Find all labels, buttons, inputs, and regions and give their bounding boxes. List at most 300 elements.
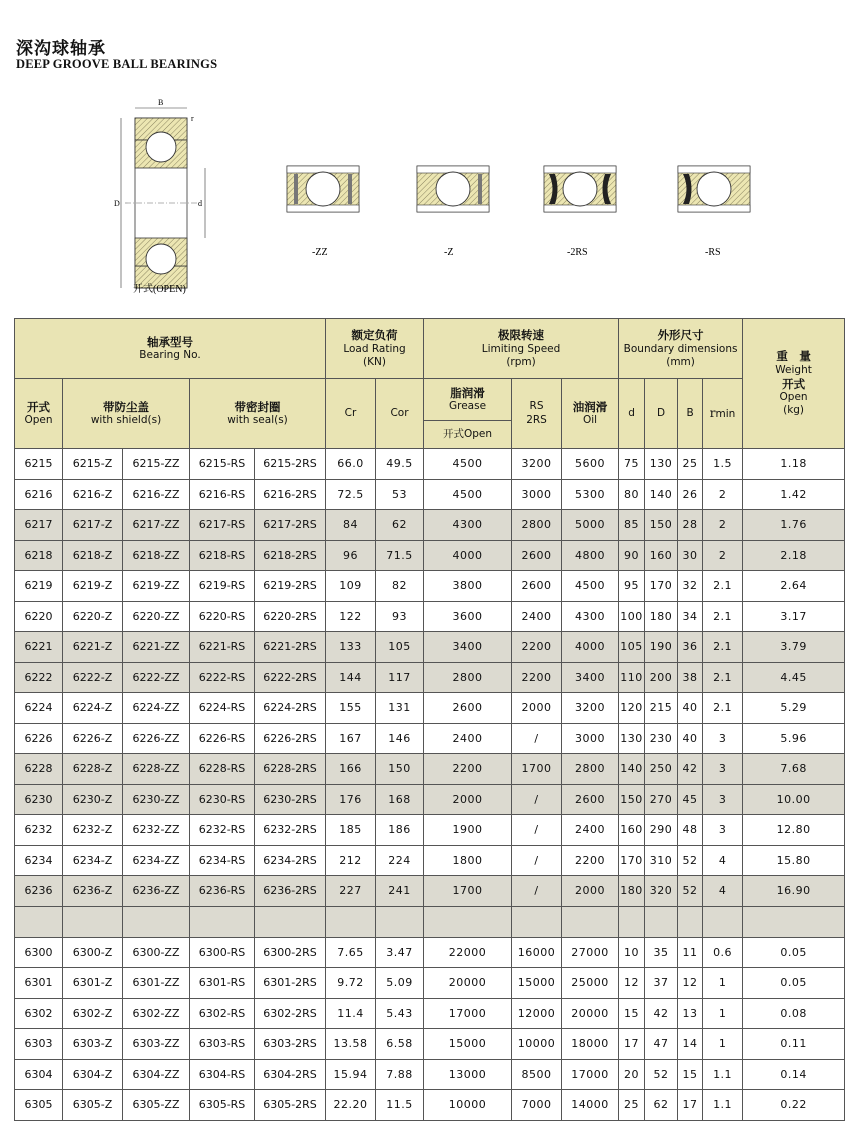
cell-grease-speed: 1800 [424,845,512,876]
cell-D: 170 [645,571,678,602]
cell-rmin: 3 [703,723,743,754]
cell-shield-z: 6234-Z [63,845,123,876]
cell-shield-z: 6224-Z [63,693,123,724]
cell-seal-rs: 6228-RS [190,754,255,785]
cell-B: 38 [678,662,703,693]
cell-seal-2rs: 6219-2RS [255,571,326,602]
cell-cor: 6.58 [376,1029,424,1060]
cell-rs-speed [512,906,562,937]
cell-grease-speed: 10000 [424,1090,512,1121]
cell-d: 180 [619,876,645,907]
cell-rs-speed: 2800 [512,510,562,541]
cell-rs-speed: 1700 [512,754,562,785]
cell-shield-z: 6232-Z [63,815,123,846]
cell-cor [376,906,424,937]
cell-B: 15 [678,1059,703,1090]
cell-seal-rs: 6218-RS [190,540,255,571]
cell-open: 6301 [15,968,63,999]
table-row [15,479,845,510]
cell-seal-rs: 6219-RS [190,571,255,602]
cell-oil-speed: 4300 [562,601,619,632]
cell-grease-speed: 17000 [424,998,512,1029]
cell-cr: 166 [326,754,376,785]
cell-rmin: 1.5 [703,449,743,480]
oil-header: 油润滑 Oil [562,379,619,449]
z-bearing-drawing [417,166,489,212]
cell-grease-speed: 1700 [424,876,512,907]
table-row [15,1090,845,1121]
cell-rs-speed: 7000 [512,1090,562,1121]
cell-D: 190 [645,632,678,663]
table-row [15,693,845,724]
cell-cr: 66.0 [326,449,376,480]
cell-cr: 212 [326,845,376,876]
cell-shield-zz: 6236-ZZ [123,876,190,907]
cell-d [619,906,645,937]
cell-rmin: 2 [703,479,743,510]
cell-shield-zz: 6234-ZZ [123,845,190,876]
cell-oil-speed: 20000 [562,998,619,1029]
cell-oil-speed [562,906,619,937]
cell-rmin: 2.1 [703,601,743,632]
cell-cr: 22.20 [326,1090,376,1121]
table-row [15,601,845,632]
cell-cor: 105 [376,632,424,663]
cell-seal-rs: 6301-RS [190,968,255,999]
cell-rs-speed: 2200 [512,632,562,663]
table-row [15,1059,845,1090]
cell-B: 52 [678,845,703,876]
cell-shield-zz: 6219-ZZ [123,571,190,602]
cell-shield-z: 6302-Z [63,998,123,1029]
cell-weight: 2.64 [743,571,845,602]
cell-D: 180 [645,601,678,632]
cell-open [15,906,63,937]
cell-weight: 10.00 [743,784,845,815]
cell-rs-speed: / [512,845,562,876]
cell-shield-zz: 6302-ZZ [123,998,190,1029]
cell-cr: 11.4 [326,998,376,1029]
cell-seal-rs [190,906,255,937]
cell-B: 28 [678,510,703,541]
cell-D: 160 [645,540,678,571]
table-row [15,845,845,876]
cell-open: 6300 [15,937,63,968]
cell-grease-speed [424,906,512,937]
cell-rs-speed: / [512,876,562,907]
cell-cor: 168 [376,784,424,815]
cell-d: 100 [619,601,645,632]
cell-D: 62 [645,1090,678,1121]
cell-rs-speed: 2000 [512,693,562,724]
cell-grease-speed: 3600 [424,601,512,632]
cell-grease-speed: 3400 [424,632,512,663]
cell-B: 40 [678,723,703,754]
cell-rmin [703,906,743,937]
cell-rmin: 3 [703,784,743,815]
cell-open: 6218 [15,540,63,571]
rs-header: RS 2RS [512,379,562,449]
page-title-cn: 深沟球轴承 [16,39,106,59]
cell-B: 36 [678,632,703,663]
cell-shield-zz: 6224-ZZ [123,693,190,724]
cell-cor: 5.43 [376,998,424,1029]
cell-cor: 82 [376,571,424,602]
cell-B: 14 [678,1029,703,1060]
cell-seal-2rs: 6220-2RS [255,601,326,632]
cell-grease-speed: 4000 [424,540,512,571]
variant-zz-label: -ZZ [312,247,328,258]
table-row [15,662,845,693]
cell-oil-speed: 3400 [562,662,619,693]
cell-seal-2rs: 6226-2RS [255,723,326,754]
cell-rs-speed: 15000 [512,968,562,999]
cell-seal-2rs: 6216-2RS [255,479,326,510]
cell-d: 12 [619,968,645,999]
cell-B: 30 [678,540,703,571]
cell-seal-rs: 6222-RS [190,662,255,693]
table-row [15,571,845,602]
cell-seal-rs: 6224-RS [190,693,255,724]
page-title-en: DEEP GROOVE BALL BEARINGS [16,57,218,71]
cell-grease-speed: 4500 [424,479,512,510]
cell-shield-z: 6228-Z [63,754,123,785]
cell-cor: 117 [376,662,424,693]
cell-oil-speed: 3200 [562,693,619,724]
cell-open: 6234 [15,845,63,876]
cell-open: 6221 [15,632,63,663]
cell-shield-z: 6300-Z [63,937,123,968]
rs-bearing-drawing [678,166,750,212]
cell-weight: 3.17 [743,601,845,632]
cell-D: 37 [645,968,678,999]
cell-cr: 96 [326,540,376,571]
table-body [15,449,845,1121]
table-row [15,876,845,907]
cell-cr: 72.5 [326,479,376,510]
cell-shield-zz: 6221-ZZ [123,632,190,663]
cell-rs-speed: 16000 [512,937,562,968]
cell-cor: 71.5 [376,540,424,571]
rmin-header: rmin [703,379,743,449]
cell-weight: 5.29 [743,693,845,724]
cell-seal-rs: 6215-RS [190,449,255,480]
cell-grease-speed: 4300 [424,510,512,541]
cell-rs-speed: / [512,815,562,846]
cell-seal-rs: 6236-RS [190,876,255,907]
cell-seal-2rs: 6301-2RS [255,968,326,999]
cell-cr: 155 [326,693,376,724]
cell-shield-z: 6301-Z [63,968,123,999]
cell-shield-zz: 6222-ZZ [123,662,190,693]
cell-seal-2rs: 6300-2RS [255,937,326,968]
cell-open: 6224 [15,693,63,724]
cell-rmin: 1.1 [703,1059,743,1090]
cell-rs-speed: 10000 [512,1029,562,1060]
cell-seal-rs: 6230-RS [190,784,255,815]
cor-header: Cor [376,379,424,449]
cell-seal-rs: 6234-RS [190,845,255,876]
cell-weight: 7.68 [743,754,845,785]
cell-B: 26 [678,479,703,510]
cell-d: 25 [619,1090,645,1121]
cell-d: 95 [619,571,645,602]
cell-oil-speed: 5300 [562,479,619,510]
cell-weight: 3.79 [743,632,845,663]
cell-seal-2rs: 6215-2RS [255,449,326,480]
cell-rmin: 0.6 [703,937,743,968]
cell-shield-zz: 6217-ZZ [123,510,190,541]
cell-shield-z: 6219-Z [63,571,123,602]
cell-weight: 0.11 [743,1029,845,1060]
cell-oil-speed: 5600 [562,449,619,480]
cell-rmin: 3 [703,754,743,785]
cell-weight: 12.80 [743,815,845,846]
cell-B: 32 [678,571,703,602]
cell-d: 17 [619,1029,645,1060]
cell-shield-zz: 6305-ZZ [123,1090,190,1121]
table-row [15,754,845,785]
cell-shield-z: 6222-Z [63,662,123,693]
shield-col-header: 带防尘盖 with shield(s) [63,379,190,449]
cell-seal-rs: 6304-RS [190,1059,255,1090]
cell-open: 6220 [15,601,63,632]
table-row-spacer [15,906,845,937]
open-label: 开式(OPEN) [133,284,186,295]
bearing-no-header: 轴承型号 Bearing No. [15,319,326,379]
cell-rmin: 1 [703,968,743,999]
cell-seal-2rs: 6224-2RS [255,693,326,724]
dim-b-label: B [158,98,164,107]
cell-open: 6236 [15,876,63,907]
cell-seal-rs: 6221-RS [190,632,255,663]
cell-weight: 0.05 [743,937,845,968]
cell-B: 25 [678,449,703,480]
cell-oil-speed: 18000 [562,1029,619,1060]
cell-weight: 5.96 [743,723,845,754]
cell-D: 250 [645,754,678,785]
cell-open: 6304 [15,1059,63,1090]
cell-weight: 4.45 [743,662,845,693]
cell-D [645,906,678,937]
cell-d: 140 [619,754,645,785]
cell-cor: 93 [376,601,424,632]
cell-D: 47 [645,1029,678,1060]
cell-d: 80 [619,479,645,510]
cell-open: 6230 [15,784,63,815]
table-row [15,1029,845,1060]
cell-weight: 0.05 [743,968,845,999]
cell-d: 105 [619,632,645,663]
cell-shield-zz: 6218-ZZ [123,540,190,571]
cell-cr: 144 [326,662,376,693]
cell-grease-speed: 20000 [424,968,512,999]
cell-oil-speed: 3000 [562,723,619,754]
cell-weight: 0.22 [743,1090,845,1121]
cell-cr: 185 [326,815,376,846]
cell-rmin: 4 [703,876,743,907]
cell-D: 290 [645,815,678,846]
cell-rmin: 4 [703,845,743,876]
cell-shield-zz: 6230-ZZ [123,784,190,815]
cell-cr: 227 [326,876,376,907]
cell-B: 11 [678,937,703,968]
table-row [15,723,845,754]
dim-D-label: D [114,199,120,208]
cell-grease-speed: 2400 [424,723,512,754]
cell-rs-speed: / [512,784,562,815]
cell-D: 130 [645,449,678,480]
cell-oil-speed: 2600 [562,784,619,815]
cell-cor: 150 [376,754,424,785]
cell-rmin: 2.1 [703,632,743,663]
cell-B: 17 [678,1090,703,1121]
cell-seal-2rs: 6302-2RS [255,998,326,1029]
cell-cor: 241 [376,876,424,907]
cell-D: 270 [645,784,678,815]
cell-open: 6216 [15,479,63,510]
cell-weight: 16.90 [743,876,845,907]
cell-oil-speed: 4500 [562,571,619,602]
cell-shield-zz: 6300-ZZ [123,937,190,968]
cell-D: 42 [645,998,678,1029]
cell-cor: 131 [376,693,424,724]
cell-d: 150 [619,784,645,815]
cell-cr [326,906,376,937]
cell-seal-rs: 6217-RS [190,510,255,541]
cell-seal-2rs: 6217-2RS [255,510,326,541]
cell-shield-z: 6303-Z [63,1029,123,1060]
table-row [15,510,845,541]
cell-shield-z: 6221-Z [63,632,123,663]
cell-cr: 7.65 [326,937,376,968]
boundary-dims-header: 外形尺寸 Boundary dimensions (mm) [619,319,743,379]
table-row [15,815,845,846]
cell-D: 320 [645,876,678,907]
cell-seal-rs: 6300-RS [190,937,255,968]
cell-shield-z: 6236-Z [63,876,123,907]
cell-rmin: 2.1 [703,693,743,724]
cell-cr: 167 [326,723,376,754]
cell-cor: 3.47 [376,937,424,968]
cell-oil-speed: 25000 [562,968,619,999]
cell-cor: 146 [376,723,424,754]
cell-rmin: 2.1 [703,662,743,693]
cell-shield-z: 6215-Z [63,449,123,480]
cell-D: 230 [645,723,678,754]
table-row [15,449,845,480]
cell-B: 34 [678,601,703,632]
cell-grease-speed: 1900 [424,815,512,846]
cell-rmin: 3 [703,815,743,846]
cell-shield-z: 6304-Z [63,1059,123,1090]
cell-open: 6305 [15,1090,63,1121]
cell-shield-z: 6305-Z [63,1090,123,1121]
cell-rs-speed: 2400 [512,601,562,632]
cell-cor: 224 [376,845,424,876]
table-row [15,540,845,571]
cell-shield-z: 6217-Z [63,510,123,541]
cell-oil-speed: 4000 [562,632,619,663]
cell-seal-rs: 6226-RS [190,723,255,754]
cell-shield-zz: 6301-ZZ [123,968,190,999]
cell-weight: 0.08 [743,998,845,1029]
cell-grease-speed: 15000 [424,1029,512,1060]
cell-d: 85 [619,510,645,541]
cell-seal-2rs: 6232-2RS [255,815,326,846]
cell-d: 10 [619,937,645,968]
cell-B: 42 [678,754,703,785]
cell-open: 6219 [15,571,63,602]
cell-rs-speed: 8500 [512,1059,562,1090]
cell-d: 120 [619,693,645,724]
cell-grease-speed: 2800 [424,662,512,693]
cell-seal-rs: 6303-RS [190,1029,255,1060]
cell-rmin: 2 [703,510,743,541]
cell-rs-speed: 2600 [512,571,562,602]
weight-header: 重 量 Weight 开式 Open (kg) [743,319,845,449]
cell-rs-speed: 3000 [512,479,562,510]
cell-cr: 84 [326,510,376,541]
cr-header: Cr [326,379,376,449]
cell-B: 48 [678,815,703,846]
cell-D: 200 [645,662,678,693]
table-row [15,968,845,999]
cell-d: 160 [619,815,645,846]
open-col-header: 开式 Open [15,379,63,449]
cell-seal-2rs: 6236-2RS [255,876,326,907]
cell-oil-speed: 2200 [562,845,619,876]
cell-grease-speed: 3800 [424,571,512,602]
cell-oil-speed: 5000 [562,510,619,541]
cell-rs-speed: 3200 [512,449,562,480]
cell-grease-speed: 2200 [424,754,512,785]
cell-seal-rs: 6302-RS [190,998,255,1029]
zz-bearing-drawing [287,166,359,212]
cell-grease-speed: 22000 [424,937,512,968]
2rs-bearing-drawing [544,166,616,212]
cell-shield-z: 6220-Z [63,601,123,632]
cell-rmin: 2.1 [703,571,743,602]
cell-D: 150 [645,510,678,541]
cell-rmin: 1 [703,998,743,1029]
cell-grease-speed: 2600 [424,693,512,724]
cell-shield-z: 6216-Z [63,479,123,510]
cell-seal-rs: 6305-RS [190,1090,255,1121]
cell-cor: 53 [376,479,424,510]
cell-seal-rs: 6216-RS [190,479,255,510]
cell-seal-2rs: 6221-2RS [255,632,326,663]
cell-d: 15 [619,998,645,1029]
cell-open: 6222 [15,662,63,693]
cell-shield-z: 6230-Z [63,784,123,815]
seal-col-header: 带密封圈 with seal(s) [190,379,326,449]
cell-grease-speed: 4500 [424,449,512,480]
cell-D: 140 [645,479,678,510]
cell-open: 6302 [15,998,63,1029]
cell-open: 6303 [15,1029,63,1060]
bearing-diagrams [0,90,858,305]
cell-shield-z: 6226-Z [63,723,123,754]
grease-header: 脂润滑 Grease [424,379,512,421]
cell-cor: 11.5 [376,1090,424,1121]
cell-rs-speed: / [512,723,562,754]
limiting-speed-header: 极限转速 Limiting Speed (rpm) [424,319,619,379]
table-row [15,784,845,815]
cell-cor: 62 [376,510,424,541]
cell-rs-speed: 2200 [512,662,562,693]
cell-shield-zz: 6215-ZZ [123,449,190,480]
